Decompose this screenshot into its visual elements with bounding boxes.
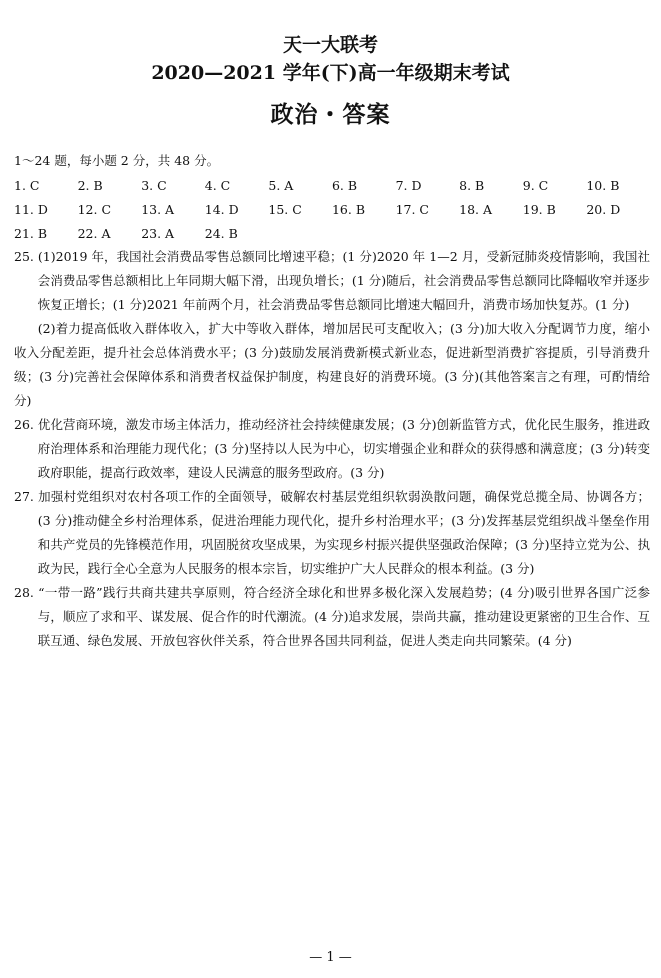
answer-item: 5. A <box>268 177 294 193</box>
org-title: 天一大联考 <box>282 34 378 56</box>
q28-text: 28. “一带一路”践行共商共建共享原则，符合经济全球化和世界多极化深入发展趋势；(4 分)吸引世界各国广泛参与，顺应了求和平、谋发展、促合作的时代潮流。(4 分)追求发展，崇尚共赢，推动建设更紧密的卫生合作、互联互通、绿色发展、开放包容伙伴关系，符合世界各国共同利益，促进人类走向共同繁荣。(4 分) <box>14 585 650 648</box>
answer-item: 23. A <box>141 225 175 241</box>
answer-item: 6. B <box>331 177 358 193</box>
exam-title: 2020—2021 学年(下)高一年级期末考试 <box>151 62 510 84</box>
answer-row <box>14 197 654 221</box>
answer-item: 22. A <box>77 225 111 241</box>
answer-item: 15. C <box>268 201 302 217</box>
answer-item: 1. C <box>14 177 40 193</box>
answer-row <box>14 221 654 245</box>
answer-item: 2. B <box>77 177 103 193</box>
question-25 <box>14 245 650 413</box>
answer-item: 14. D <box>204 201 239 217</box>
answer-item: 21. B <box>14 225 48 241</box>
question-27 <box>14 485 650 581</box>
page-number: — 1 — <box>309 950 352 965</box>
q25-part2: (2)着力提高低收入群体收入，扩大中等收入群体，增加居民可支配收入；(3 分)加大收入分配调节力度，缩小收入分配差距，提升社会总体消费水平；(3 分)鼓励发展消费新模式新业态，促进新型消费扩容提质，引导消费升级；(3 分)完善社会保障体系和消费者权益保护制度，构建良好的消费环境。(3 分)(其他答案言之有理，可酌情给分) <box>14 321 650 408</box>
answer-item: 16. B <box>331 201 366 217</box>
answer-item: 17. C <box>395 201 429 217</box>
answer-item: 10. B <box>586 177 620 193</box>
answer-item: 24. B <box>204 225 238 241</box>
q25-part1: 25. (1)2019 年，我国社会消费品零售总额同比增速平稳；(1 分)2020 年 1—2 月，受新冠肺炎疫情影响，我国社会消费品零售总额相比上年同期大幅下滑，出现负增长；(1 分)随后，社会消费品零售总额同比降幅收窄并逐步恢复正增长；(1 分)2021 年前两个月，社会消费品零售总额同比增速大幅回升，消费市场加快复苏。(1 分) <box>14 249 650 312</box>
subject-title: 政治・答案 <box>270 101 391 128</box>
q26-text: 26. 优化营商环境，激发市场主体活力，推动经济社会持续健康发展；(3 分)创新监管方式，优化民生服务，推进政府治理体系和治理能力现代化；(3 分)坚持以人民为中心，切实增强企业和群众的获得感和满意度；(3 分)转变政府职能，提高行政效率，建设人民满意的服务型政府。(3 分) <box>14 417 650 480</box>
answer-item: 9. C <box>522 177 549 193</box>
question-28 <box>14 581 650 653</box>
answer-item: 12. C <box>77 201 112 217</box>
answer-row <box>14 173 654 197</box>
q27-text: 27. 加强村党组织对农村各项工作的全面领导，破解农村基层党组织软弱涣散问题，确保党总揽全局、协调各方；(3 分)推动健全乡村治理体系，促进治理能力现代化，提升乡村治理水平；(3 分)发挥基层党组织战斗堡垒作用和共产党员的先锋模范作用，巩固脱贫攻坚成果，为实现乡村振兴提供坚强政治保障；(3 分)坚持立党为公、执政为民，践行全心全意为人民服务的根本宗旨，切实维护广大人民群众的根本利益。(3 分) <box>14 489 650 576</box>
answer-item: 19. B <box>522 201 556 217</box>
question-26 <box>14 413 650 485</box>
answer-item: 11. D <box>14 201 48 217</box>
answer-item: 18. A <box>459 201 493 217</box>
answer-item: 7. D <box>395 177 422 193</box>
answer-item: 13. A <box>141 201 175 217</box>
answer-item: 4. C <box>204 177 231 193</box>
mc-instruction: 1～24 题，每小题 2 分，共 48 分。 <box>14 153 220 168</box>
answer-item: 3. C <box>141 177 167 193</box>
answer-item: 8. B <box>459 177 485 193</box>
answer-key-grid <box>14 173 654 245</box>
answer-item: 20. D <box>586 201 621 217</box>
